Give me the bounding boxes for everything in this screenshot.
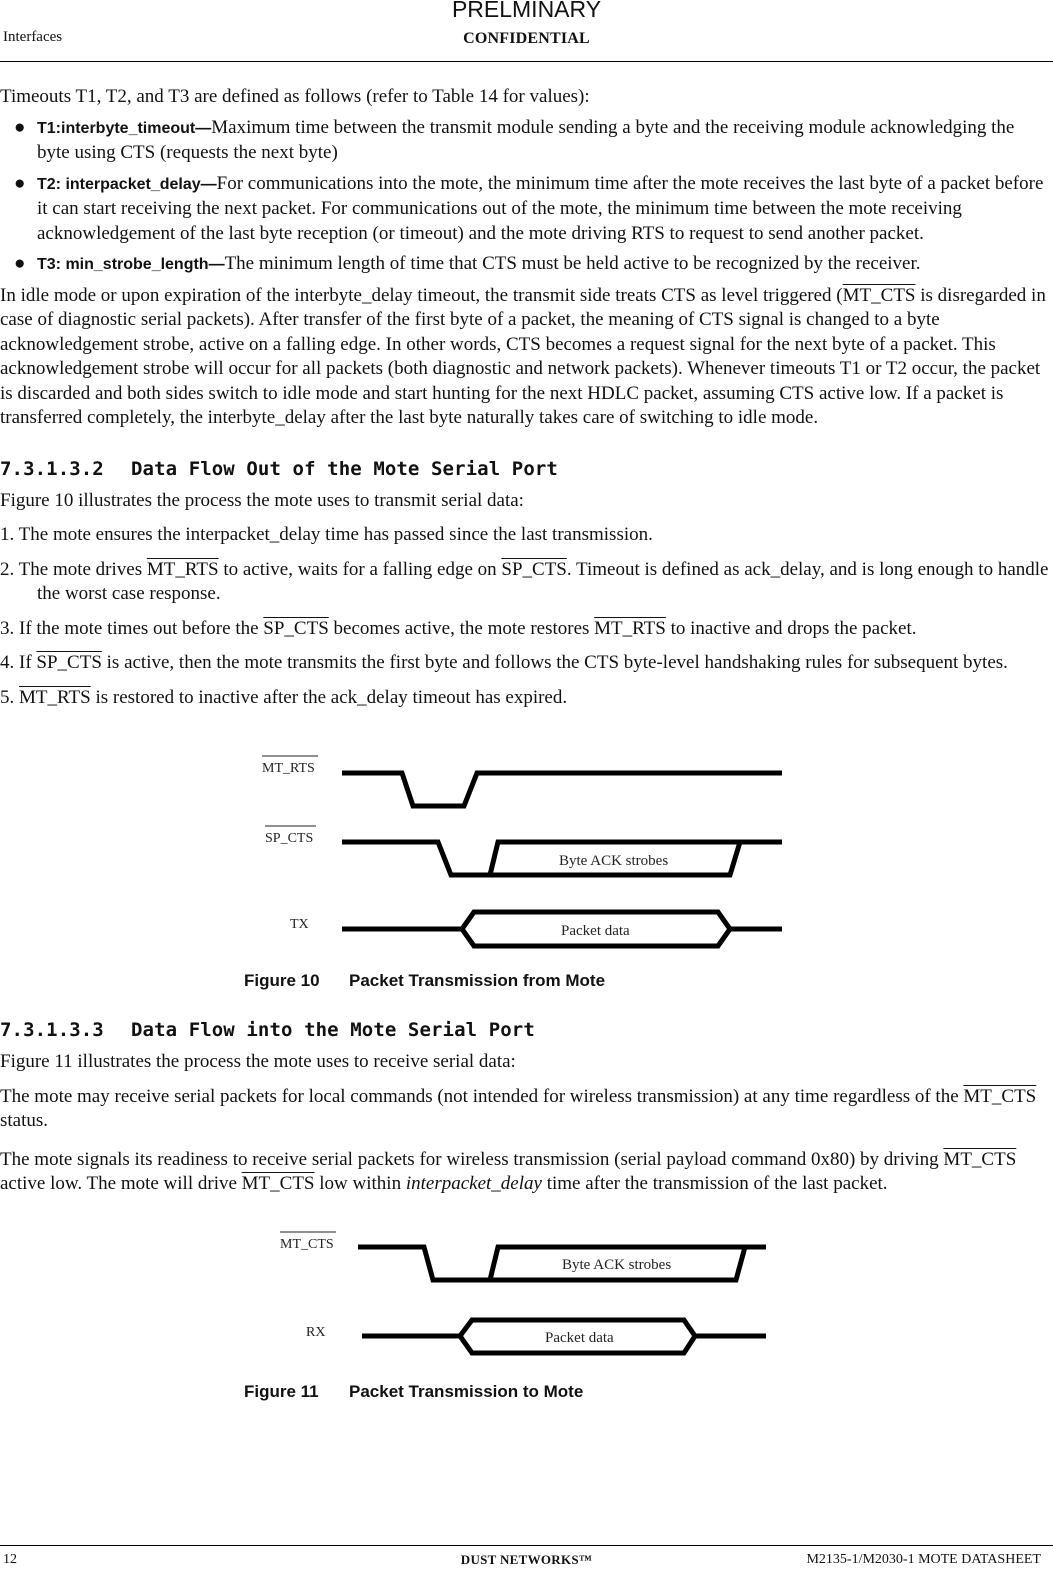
bullet-icon: ● [14,116,26,138]
text-run: low within [314,1173,406,1194]
strobe-label: Byte ACK strobes [559,853,669,869]
main-content [0,85,1050,1403]
confidential-label: CONFIDENTIAL [463,30,590,47]
preliminary-watermark: PRELMINARY [451,0,602,22]
bullet-icon: ● [14,253,26,274]
step-5 [0,686,1050,711]
text-run: to active, waits for a falling edge on [218,558,502,580]
timing-diagram-receive [0,1211,1050,1371]
term-definition: The minimum length of time that CTS must be held active to be recognized by the receiver. [224,253,921,274]
signal-label-mt-cts: MT_CTS [280,1236,334,1252]
list-item [0,252,1050,278]
figure-caption [0,1381,1050,1403]
term-label: T1:interbyte_timeout— [37,119,212,137]
text-run: is active, then the mote transmits the first byte and follows the CTS byte-level handshaking rules for subsequent bytes. [101,652,1008,673]
figure-caption [0,970,1050,992]
list-item [0,116,1050,166]
figure-title: Packet Transmission from Mote [349,971,606,990]
timing-diagram-transmit [0,720,1050,970]
signal-name: SP_CTS [501,558,567,580]
text-run: In idle mode or upon expiration of the interbyte_delay timeout, the transmit side treats CTS as level triggered ( [0,284,843,306]
section-heading-out [0,457,1050,481]
figure-number: Figure 11 [244,1381,319,1401]
signal-name: MT_RTS [594,617,666,639]
text-run: active low. The mote will drive [0,1173,242,1194]
receive-paragraph-1 [0,1085,1050,1134]
term-label: T3: min_strobe_length— [37,256,225,273]
section-lead: Figure 10 illustrates the process the mote uses to transmit serial data: [0,489,524,511]
section-title: Data Flow Out of the Mote Serial Port [131,457,558,480]
text-run: time after the transmission of the last packet. [541,1173,888,1194]
signal-name: MT_CTS [241,1173,315,1194]
packet-data-label: Packet data [545,1329,614,1346]
text-run: 4. If [0,652,37,673]
signal-name: MT_RTS [146,558,219,580]
signal-name: MT_CTS [842,284,916,306]
signal-name: MT_RTS [19,686,91,708]
section-number: 7.3.1.3.3 [0,1019,104,1041]
section-heading-in [0,1018,1050,1042]
text-run: The mote signals its readiness to receive serial packets for wireless transmission (serial payload command 0x80) by driving [0,1148,944,1170]
text-run: is disregarded in case of diagnostic serial packets). After transfer of the first byte of a packet, the meaning of CTS signal is changed to a byte acknowledgement strobe, active on a falling edge. In other words, CTS becomes a request signal for the next byte of a packet. This acknowledgement strobe will occur for all packets (both diagnostic and network packets). Whenever timeouts T1 or T2 occur, the packet is discarded and both sides switch to idle mode and start hunting for the next HDLC packet, assuming CTS active low. If a packet is transferred completely, the interbyte_delay after the last byte naturally takes care of switching to idle mode. [0,284,1046,428]
emphasis-term: interpacket_delay [405,1173,542,1194]
text-run: 5. [0,686,19,708]
text-run: 2. The mote drives [0,558,147,580]
text-run: to inactive and drops the packet. [665,617,917,639]
term-label: T2: interpacket_delay— [37,175,217,193]
step-3 [0,617,1050,642]
receive-paragraph-2 [0,1148,1050,1197]
signal-name: SP_CTS [263,617,329,639]
header-section-name: Interfaces [3,29,63,45]
text-run: 3. If the mote times out before the [0,617,264,639]
list-item [0,172,1050,247]
step-1: 1. The mote ensures the interpacket_delay time has passed since the last transmission. [0,524,653,545]
footer-rule [0,1545,1053,1546]
timeouts-intro: Timeouts T1, T2, and T3 are defined as follows (refer to Table 14 for values): [0,86,590,107]
text-run: is restored to inactive after the ack_delay timeout has expired. [90,686,568,708]
figure-title: Packet Transmission to Mote [349,1381,584,1401]
section-title: Data Flow into the Mote Serial Port [131,1019,535,1041]
step-4 [0,651,1050,676]
page-number: 12 [3,1552,17,1567]
section-number: 7.3.1.3.2 [0,457,104,480]
term-definition: For communications into the mote, the minimum time after the mote receives the last byte of a packet before it can start receiving the next packet. For communications out of the mote, the minimum time between the mote receiving acknowledgement of the last byte reception (or timeout) and the mote driving RTS to request to send another packet. [37,172,1044,244]
figure-number: Figure 10 [244,971,320,990]
text-run: The mote may receive serial packets for local commands (not intended for wireless transmission) at any time regardless of the [0,1085,964,1107]
signal-name: SP_CTS [36,652,102,673]
text-run: becomes active, the mote restores [328,617,595,639]
signal-label-tx: TX [290,917,309,932]
header-rule [0,61,1053,62]
section-lead: Figure 11 illustrates the process the mote uses to receive serial data: [0,1051,516,1072]
signal-name: MT_CTS [943,1148,1017,1170]
packet-data-label: Packet data [561,923,630,939]
text-run: status. [0,1110,49,1131]
step-2 [0,558,1050,607]
footer-company: DUST NETWORKS™ [460,1552,593,1567]
figure-11 [0,1211,1050,1403]
bullet-icon: ● [14,172,26,194]
idle-mode-paragraph [0,284,1050,431]
text-run: . Timeout is defined as ack_delay, and is long enough to handle the worst case response. [37,558,1049,604]
signal-label-rx: RX [306,1324,326,1340]
timeout-list [0,116,1050,278]
signal-label-sp-cts: SP_CTS [265,831,314,846]
term-definition: Maximum time between the transmit module sending a byte and the receiving module acknowledging the byte using CTS (requests the next byte) [37,116,1015,163]
signal-name: MT_CTS [963,1085,1037,1107]
mt-rts-waveform [342,773,782,806]
footer-document-title: M2135-1/M2030-1 MOTE DATASHEET [806,1552,1041,1567]
figure-10 [0,720,1050,992]
signal-label-mt-rts: MT_RTS [262,761,315,776]
strobe-label: Byte ACK strobes [562,1256,672,1273]
